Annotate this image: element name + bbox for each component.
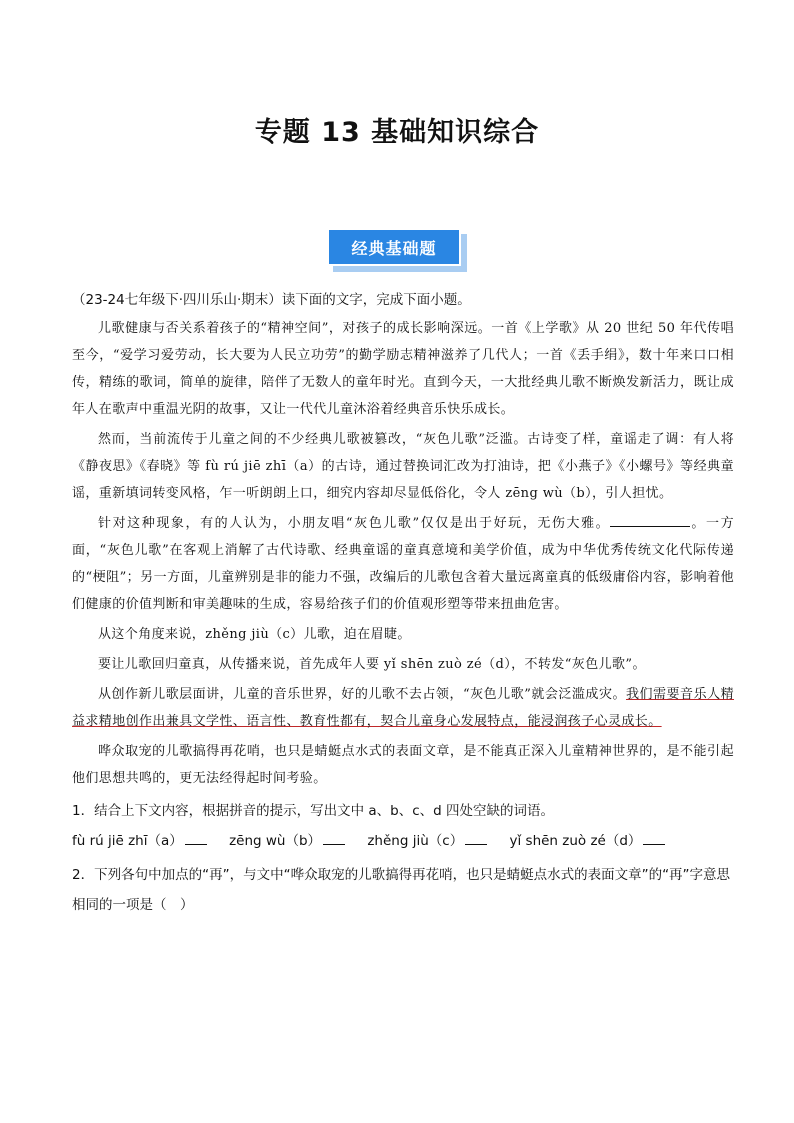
fill-blank-c[interactable] [465, 832, 487, 845]
answer-blank[interactable] [610, 512, 690, 527]
question-1-fill-line [72, 826, 734, 856]
fill-blank-d[interactable] [643, 832, 665, 845]
paragraph-7: 哗众取宠的儿歌搞得再花哨，也只是蜻蜓点水式的表面文章，是不能真正深入儿童精神世界的，是不能引起他们思想共鸣的，更无法经得起时间考验。 [72, 744, 734, 786]
fill-blank-b[interactable] [323, 832, 345, 845]
fill-c: zhěng jiù（c） [367, 833, 491, 849]
question-1: 1．结合上下文内容，根据拼音的提示，写出文中 a、b、c、d 四处空缺的词语。 [72, 803, 555, 819]
paragraph-4: 从这个角度来说，zhěng jiù（c）儿歌，迫在眉睫。 [98, 627, 411, 642]
paragraph-6-start: 从创作新儿歌层面讲，儿童的音乐世界，好的儿歌不去占领，“灰色儿歌”就会泛滥成灾。 [98, 687, 626, 702]
section-badge [327, 228, 467, 272]
badge-label: 经典基础题 [327, 228, 461, 266]
fill-blank-a[interactable] [185, 832, 207, 845]
paragraph-3 [72, 510, 734, 618]
fill-d: yǐ shēn zuò zé（d） [510, 833, 670, 849]
page-title: 专题 13 基础知识综合 [254, 117, 540, 148]
fill-a: fù rú jiē zhī（a） [72, 833, 211, 849]
paragraph-1: 儿歌健康与否关系着孩子的“精神空间”，对孩子的成长影响深远。一首《上学歌》从 20 世纪 50 年代传唱至今，“爱学习爱劳动，长大要为人民立功劳”的勤学励志精神滋养了几代人；一首《丢手绢》，数十年来口口相传，精练的歌词，简单的旋律，陪伴了无数人的童年时光。直到今天，一大批经典儿歌不断焕发新活力，既让成年人在歌声中重温光阴的故事，又让一代代儿童沐浴着经典音乐快乐成长。 [72, 321, 734, 417]
paragraph-5: 要让儿歌回归童真，从传播来说，首先成年人要 yǐ shēn zuò zé（d），不转发“灰色儿歌”。 [98, 657, 646, 672]
paragraph-3-rest: 。一方面，“灰色儿歌”在客观上消解了古代诗歌、经典童谣的童真意境和美学价值，成为中华优秀传统文化代际传递的“梗阻”；另一方面，儿童辨别是非的能力不强，改编后的儿歌包含着大量远离童真的低级庸俗内容，影响着他们健康的价值判断和审美趣味的生成，容易给孩子们的价值观形塑等带来扭曲危害。 [72, 516, 734, 612]
main-content [72, 288, 734, 920]
paragraph-2: 然而，当前流传于儿童之间的不少经典儿歌被篡改，“灰色儿歌”泛滥。古诗变了样，童谣走了调：有人将《静夜思》《春晓》等 fù rú jiē zhī（a）的古诗，通过替换词汇改为打油诗，把《小燕子》《小螺号》等经典童谣，重新填词转变风格，乍一听朗朗上口，细究内容却尽显低俗化，令人 zēng wù（b），引人担忧。 [72, 432, 734, 501]
intro-line: （23-24七年级下·四川乐山·期末）读下面的文字，完成下面小题。 [72, 292, 471, 308]
paragraph-3-start: 针对这种现象，有的人认为，小朋友唱“灰色儿歌”仅仅是出于好玩，无伤大雅。 [98, 516, 611, 531]
question-2: 2．下列各句中加点的“再”，与文中“哗众取宠的儿歌搞得再花哨，也只是蜻蜓点水式的表面文章”的“再”字意思相同的一项是（ ） [72, 867, 731, 913]
underlined-sentence: 我们需要音乐人精益求精地创作出兼具文学性、语言性、教育性都有，契合儿童身心发展特点，能浸润孩子心灵成长。 [72, 687, 735, 729]
paragraph-6 [72, 681, 734, 735]
fill-b: zēng wù（b） [229, 833, 349, 849]
